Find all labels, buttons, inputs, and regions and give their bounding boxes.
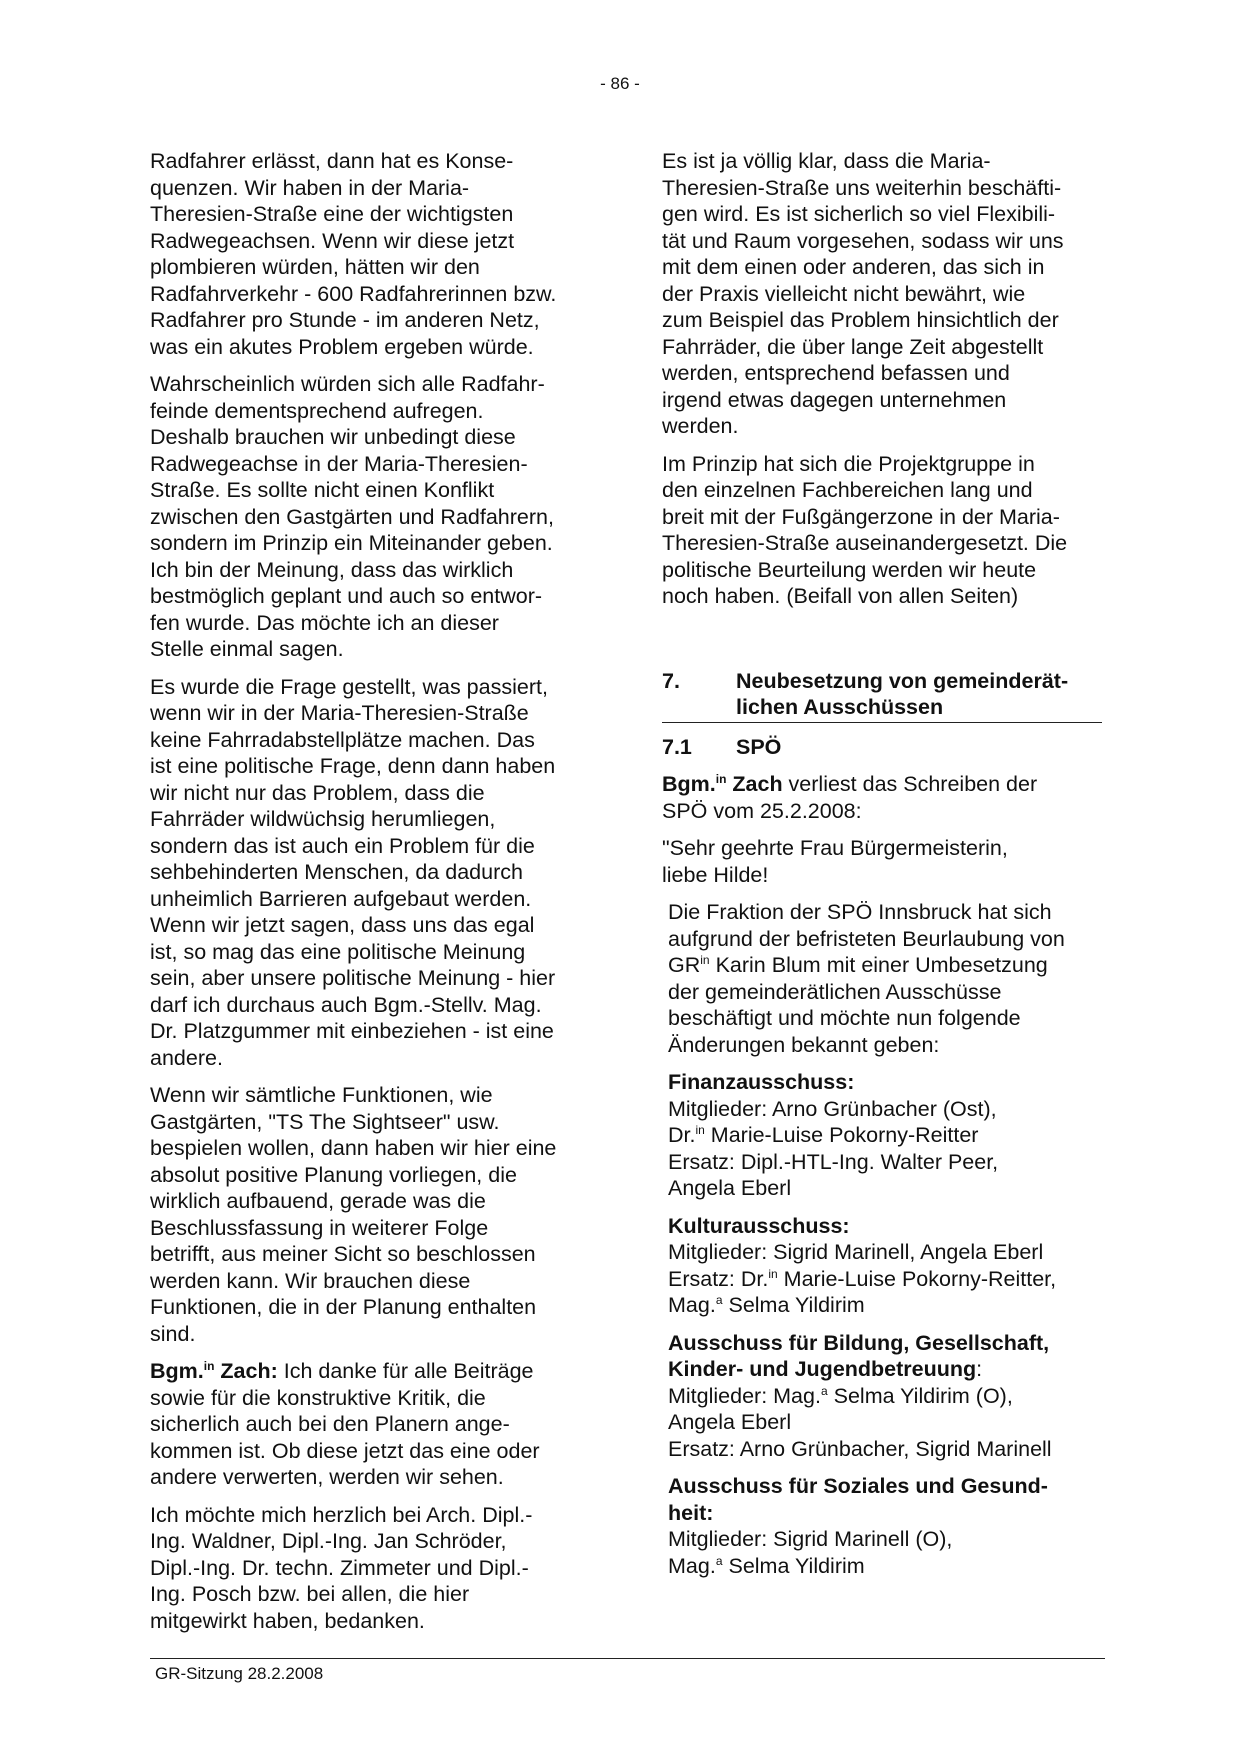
text-line: wenn wir in der Maria-Theresien-Straße — [150, 701, 529, 725]
text-line: bestmöglich geplant und auch so entwor- — [150, 584, 543, 608]
text-line: sicherlich auch bei den Planern ange- — [150, 1412, 510, 1436]
text-line: Fahrräder, die über lange Zeit abgestellt — [662, 334, 1044, 359]
text-line: ist eine politische Frage, denn dann haben — [150, 754, 556, 778]
text-line: zum Beispiel das Problem hinsichtlich der — [662, 308, 1059, 332]
text-line: der Praxis vielleicht nicht bewährt, wie — [662, 281, 1026, 306]
text-line: liebe Hilde! — [662, 862, 769, 887]
text-line: tät und Raum vorgesehen, sodass wir uns — [662, 228, 1064, 253]
text-line: Neubesetzung von gemeinderät- — [736, 668, 1069, 693]
footer-divider — [150, 1658, 1105, 1659]
committee-kultur: Kulturausschuss: Mitglieder: Sigrid Marinell, Angela Eberl Ersatz: Dr.$^{in}$ Marie-Luise Pokorny-Reitter, Mag.$^a$ Selma Yildirim — [668, 1213, 1057, 1317]
speaker-paragraph: Bgm.$^{in}$ Zach: Ich danke für alle Beiträge sowie für die konstruktive Kritik, die sicherlich auch bei den Planern ange- kommen ist. Ob diese jetzt das eine oder andere verwerten, werden wir sehen. — [150, 1358, 590, 1491]
text-line: bespielen wollen, dann haben wir hier eine — [150, 1136, 557, 1160]
text-line: sein, aber unsere politische Meinung - hier — [150, 966, 556, 990]
text-line: Theresien-Straße eine der wichtigsten — [150, 202, 514, 226]
text-line: Ing. Posch bzw. bei allen, die hier — [150, 1582, 470, 1606]
page-number: - 86 - — [600, 74, 640, 93]
text-line: werden, entsprechend befassen und — [662, 361, 1010, 385]
text-line: gen wird. Es ist sicherlich so viel Flexibili- — [662, 202, 1056, 226]
section-number: 7. — [662, 668, 680, 693]
salutation — [662, 835, 1102, 888]
text-line: Ing. Waldner, Dipl.-Ing. Jan Schröder, — [150, 1529, 507, 1553]
text-line: mit dem einen oder anderen, das sich in — [662, 255, 1045, 279]
text-line: Beschlussfassung in weiterer Folge — [150, 1215, 489, 1240]
paragraph — [150, 148, 590, 360]
text-line: den einzelnen Fachbereichen lang und — [662, 478, 1033, 502]
text-line: irgend etwas dagegen unternehmen — [662, 387, 1007, 412]
text-line: Dr. Platzgummer mit einbeziehen - ist eine — [150, 1019, 554, 1043]
text-line: kommen ist. Ob diese jetzt das eine oder — [150, 1438, 540, 1463]
text-line: Es ist ja völlig klar, dass die Maria- — [662, 149, 991, 173]
text-line: sehbehinderten Menschen, da dadurch — [150, 860, 523, 884]
text-line: Wenn wir jetzt sagen, dass uns das egal — [150, 913, 535, 937]
text-line: Ich bin der Meinung, dass das wirklich — [150, 557, 514, 582]
text-line: Deshalb brauchen wir unbedingt diese — [150, 425, 516, 449]
speaker-name: Bgm.$^{in}$ Zach: — [150, 1359, 278, 1383]
text-line: lichen Ausschüssen — [736, 695, 944, 719]
committee-finanz: Finanzausschuss: Mitglieder: Arno Grünbacher (Ost), Dr.$^{in}$ Marie-Luise Pokorny-Reitter Ersatz: Dipl.-HTL-Ing. Walter Peer, Angela Eberl — [668, 1070, 999, 1200]
committee-soziales: Ausschuss für Soziales und Gesund- heit: Mitglieder: Sigrid Marinell (O), Mag.$^a$ Selma Yildirim — [668, 1474, 1048, 1578]
text-line: Radwegeachse in der Maria-Theresien- — [150, 451, 528, 476]
section-heading — [662, 668, 1102, 723]
text-line: sowie für die konstruktive Kritik, die — [150, 1385, 486, 1410]
letter-paragraph: Die Fraktion der SPÖ Innsbruck hat sich aufgrund der befristeten Beurlaubung von $GR^{in}$ Karin Blum mit einer Umbesetzung der gemeinderätlichen Ausschüsse beschäftigt und möchte nun folgende Änderungen bekannt geben: — [668, 900, 1065, 1057]
paragraph — [150, 674, 590, 1072]
text-line: sondern im Prinzip ein Miteinander geben. — [150, 531, 553, 555]
text-line: keine Fahrradabstellplätze machen. Das — [150, 727, 535, 752]
text-line: betrifft, aus meiner Sicht so beschlossen — [150, 1242, 536, 1266]
text-line: feinde dementsprechend aufregen. — [150, 398, 484, 423]
text-line: Ich möchte mich herzlich bei Arch. Dipl.- — [150, 1502, 533, 1527]
text-line: andere. — [150, 1045, 223, 1070]
text-line: wir nicht nur das Problem, dass die — [150, 780, 485, 805]
committee-bildung: Ausschuss für Bildung, Gesellschaft, Kinder- und Jugendbetreuung: Mitglieder: Mag.$^a$ Selma Yildirim (O), Angela Eberl Ersatz: Arno Grünbacher, Sigrid Marinell — [668, 1330, 1052, 1461]
text-line: was ein akutes Problem ergeben würde. — [150, 334, 534, 359]
paragraph — [150, 1082, 590, 1347]
right-column — [662, 148, 1102, 1590]
subsection-heading — [662, 734, 1102, 761]
text-line: Straße. Es sollte nicht einen Konflikt — [150, 478, 495, 502]
paragraph — [150, 1502, 590, 1635]
text-line: Radfahrer pro Stunde - im anderen Netz, — [150, 308, 540, 332]
speaker-name: Bgm.$^{in}$ Zach — [662, 772, 783, 796]
text-line: fen wurde. Das möchte ich an dieser — [150, 610, 499, 635]
text-line: Im Prinzip hat sich die Projektgruppe in — [662, 451, 1035, 476]
text-line: unheimlich Barrieren aufgebaut werden. — [150, 886, 532, 911]
left-column — [150, 148, 590, 1645]
paragraph — [662, 148, 1102, 440]
text-line: Wenn wir sämtliche Funktionen, wie — [150, 1083, 493, 1107]
footer-text: GR-Sitzung 28.2.2008 — [155, 1664, 324, 1683]
text-line: Stelle einmal sagen. — [150, 637, 344, 661]
text-line: plombieren würden, hätten wir den — [150, 255, 480, 279]
text-line: noch haben. (Beifall von allen Seiten) — [662, 584, 1019, 608]
text-line: wirklich aufbauend, gerade was die — [150, 1189, 486, 1213]
text-line: andere verwerten, werden wir sehen. — [150, 1465, 504, 1489]
text-line: Radfahrer erlässt, dann hat es Konse- — [150, 149, 514, 173]
text-line: werden. — [662, 414, 739, 438]
text-line: Theresien-Straße auseinandergesetzt. Die — [662, 531, 1068, 555]
text-line: zwischen den Gastgärten und Radfahrern, — [150, 504, 554, 529]
text-line: absolut positive Planung vorliegen, die — [150, 1162, 517, 1187]
text-line: Theresien-Straße uns weiterhin beschäfti- — [662, 175, 1062, 200]
text-line: Wahrscheinlich würden sich alle Radfahr- — [150, 372, 545, 396]
text-line: politische Beurteilung werden wir heute — [662, 557, 1037, 582]
text-line: Radwegeachsen. Wenn wir diese jetzt — [150, 228, 515, 253]
subsection-title: SPÖ — [736, 734, 782, 759]
text-line: werden kann. Wir brauchen diese — [150, 1268, 471, 1293]
text-line: quenzen. Wir haben in der Maria- — [150, 175, 470, 200]
text-line: Es wurde die Frage gestellt, was passiert, — [150, 674, 548, 699]
text-line: ist, so mag das eine politische Meinung — [150, 939, 526, 964]
reading-paragraph: Bgm.$^{in}$ Zach verliest das Schreiben der SPÖ vom 25.2.2008: — [662, 772, 1038, 823]
text-line: "Sehr geehrte Frau Bürgermeisterin, — [662, 836, 1008, 860]
subsection-number: 7.1 — [662, 734, 692, 759]
text-line: Gastgärten, "TS The Sightseer" usw. — [150, 1109, 500, 1134]
text-line: sind. — [150, 1321, 196, 1346]
text-line: breit mit der Fußgängerzone in der Maria- — [662, 504, 1060, 529]
text-line: Dipl.-Ing. Dr. techn. Zimmeter und Dipl.- — [150, 1555, 529, 1580]
paragraph — [150, 371, 590, 663]
text-line: darf ich durchaus auch Bgm.-Stellv. Mag. — [150, 992, 542, 1017]
text-line: Funktionen, die in der Planung enthalten — [150, 1295, 537, 1319]
text-line: Fahrräder wildwüchsig herumliegen, — [150, 807, 496, 831]
paragraph — [662, 451, 1102, 610]
text-line: Radfahrverkehr - 600 Radfahrerinnen bzw. — [150, 281, 557, 306]
text-line: mitgewirkt haben, bedanken. — [150, 1608, 425, 1633]
text-line: sondern das ist auch ein Problem für die — [150, 833, 535, 858]
